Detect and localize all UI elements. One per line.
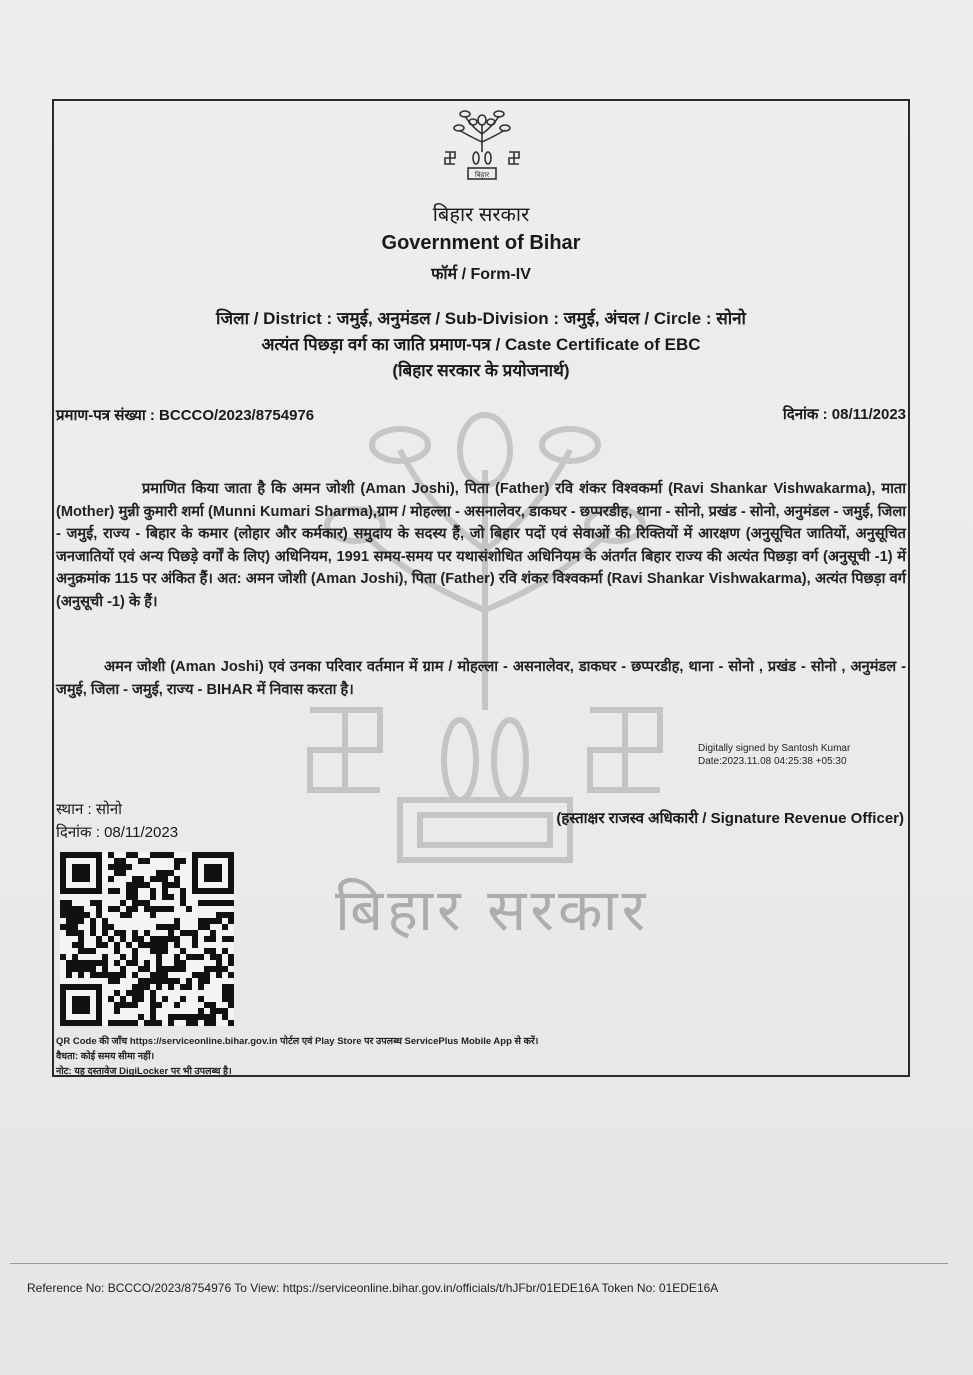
digital-signature-date: Date:2023.11.08 04:25:38 +05:30 bbox=[698, 756, 847, 767]
validity-note: वैधता: कोई समय सीमा नहीं। bbox=[56, 1051, 155, 1062]
digilocker-note: नोट: यह दस्तावेज DigiLocker पर भी उपलब्ध है। bbox=[56, 1066, 232, 1077]
qr-code-icon[interactable] bbox=[60, 852, 234, 1026]
certificate-purpose: (बिहार सरकार के प्रयोजनार्थ) bbox=[392, 361, 570, 380]
certificate-title: अत्यंत पिछड़ा वर्ग का जाति प्रमाण-पत्र / Caste Certificate of EBC bbox=[261, 335, 701, 354]
body-paragraph-1: प्रमाणित किया जाता है कि अमन जोशी (Aman Joshi), पिता (Father) रवि शंकर विश्वकर्मा (Ravi Shankar Vishwakarma), माता (Mother) मुन्नी कुमारी शर्मा (Munni Kumari Sharma),ग्राम / मोहल्ला - असनालेवर, डाकघर - छप्परडीह, थाना - सोनो, प्रखंड - सोनो, अनुमंडल - जमुई, जिला - जमुई, राज्य - बिहार के कमार (लोहार और कर्मकार) समुदाय के सदस्य हैं, जो बिहार पदों एवं सेवाओं की रिक्तियों में आरक्षण (अनुसूचित जातियों, अनुसूचित जनजातियों एवं अन्य पिछड़े वर्गों के लिए) अधिनियम, 1991 समय-समय पर यथासंशोधित अधिनियम के अंतर्गत बिहार राज्य की अत्यंत पिछड़ा वर्ग (अनुसूची -1) में अनुक्रमांक 115 पर अंकित हैं। अत: अमन जोशी (Aman Joshi), पिता (Father) रवि शंकर विश्वकर्मा (Ravi Shankar Vishwakarma), अत्यंत पिछड़ा वर्ग (अनुसूची -1) के हैं। bbox=[56, 481, 906, 610]
issue-place: स्थान : सोनो bbox=[56, 801, 123, 818]
digital-signature bbox=[698, 742, 850, 768]
svg-text:बिहार: बिहार bbox=[474, 171, 490, 179]
qr-check-note: QR Code की जाँच https://serviceonline.bihar.gov.in पोर्टल एवं Play Store पर उपलब्ध ServicePlus Mobile App से करें। bbox=[56, 1036, 539, 1047]
reference-line: Reference No: BCCCO/2023/8754976 To View: https://serviceonline.bihar.gov.in/officials/t/hJFbr/01EDE16A Token No: 01EDE16A bbox=[27, 1281, 719, 1295]
location-line: जिला / District : जमुई, अनुमंडल / Sub-Division : जमुई, अंचल / Circle : सोनो bbox=[216, 309, 746, 328]
watermark-text: बिहार सरकार bbox=[335, 876, 650, 944]
body-paragraph-2: अमन जोशी (Aman Joshi) एवं उनका परिवार वर्तमान में ग्राम / मोहल्ला - असनालेवर, डाकघर - छप्परडीह, थाना - सोनो , प्रखंड - सोनो , अनुमंडल - जमुई, जिला - जमुई, राज्य - BIHAR में निवास करता है। bbox=[56, 659, 906, 698]
form-number: फॉर्म / Form-IV bbox=[431, 266, 531, 283]
bihar-emblem-icon bbox=[441, 104, 523, 182]
certificate-date: दिनांक : 08/11/2023 bbox=[782, 406, 906, 423]
gov-title-hindi: बिहार सरकार bbox=[432, 204, 530, 226]
certificate-number: प्रमाण-पत्र संख्या : BCCCO/2023/8754976 bbox=[56, 407, 315, 424]
gov-title-english: Government of Bihar bbox=[381, 232, 581, 254]
digital-signature-signer: Digitally signed by Santosh Kumar bbox=[698, 743, 851, 754]
footer-divider bbox=[10, 1263, 948, 1264]
signature-label: (हस्ताक्षर राजस्व अधिकारी / Signature Revenue Officer) bbox=[556, 810, 904, 827]
issue-date: दिनांक : 08/11/2023 bbox=[56, 824, 179, 841]
